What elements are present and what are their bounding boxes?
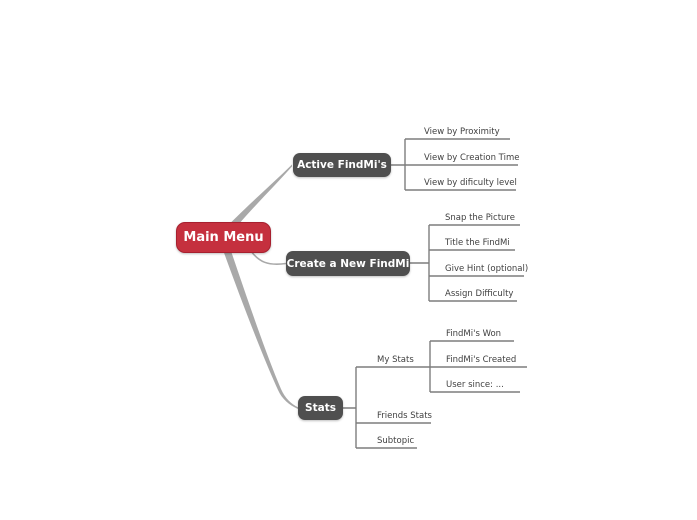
branch-node-create-new-findmi[interactable]: Create a New FindMi: [286, 251, 410, 276]
leaf-give-hint-optional[interactable]: Give Hint (optional): [445, 264, 529, 274]
root-node-main-menu[interactable]: Main Menu: [176, 222, 271, 253]
leaf-user-since[interactable]: User since: ...: [446, 380, 504, 390]
leaf-view-by-creation-time[interactable]: View by Creation Time: [424, 153, 520, 163]
leaf-findmis-won[interactable]: FindMi's Won: [446, 329, 502, 339]
branch-node-stats[interactable]: Stats: [298, 396, 343, 420]
leaf-friends-stats[interactable]: Friends Stats: [377, 411, 432, 421]
branch-node-active-findmis[interactable]: Active FindMi's: [293, 153, 391, 177]
leaf-my-stats[interactable]: My Stats: [377, 355, 414, 365]
leaf-findmis-created[interactable]: FindMi's Created: [446, 355, 517, 365]
leaf-subtopic[interactable]: Subtopic: [377, 436, 415, 446]
leaf-view-by-proximity[interactable]: View by Proximity: [424, 127, 500, 137]
leaf-title-the-findmi[interactable]: Title the FindMi: [445, 238, 510, 248]
leaf-assign-difficulty[interactable]: Assign Difficulty: [445, 289, 514, 299]
leaf-snap-the-picture[interactable]: Snap the Picture: [445, 213, 515, 223]
leaf-view-by-dificulty-level[interactable]: View by dificulty level: [424, 178, 517, 188]
